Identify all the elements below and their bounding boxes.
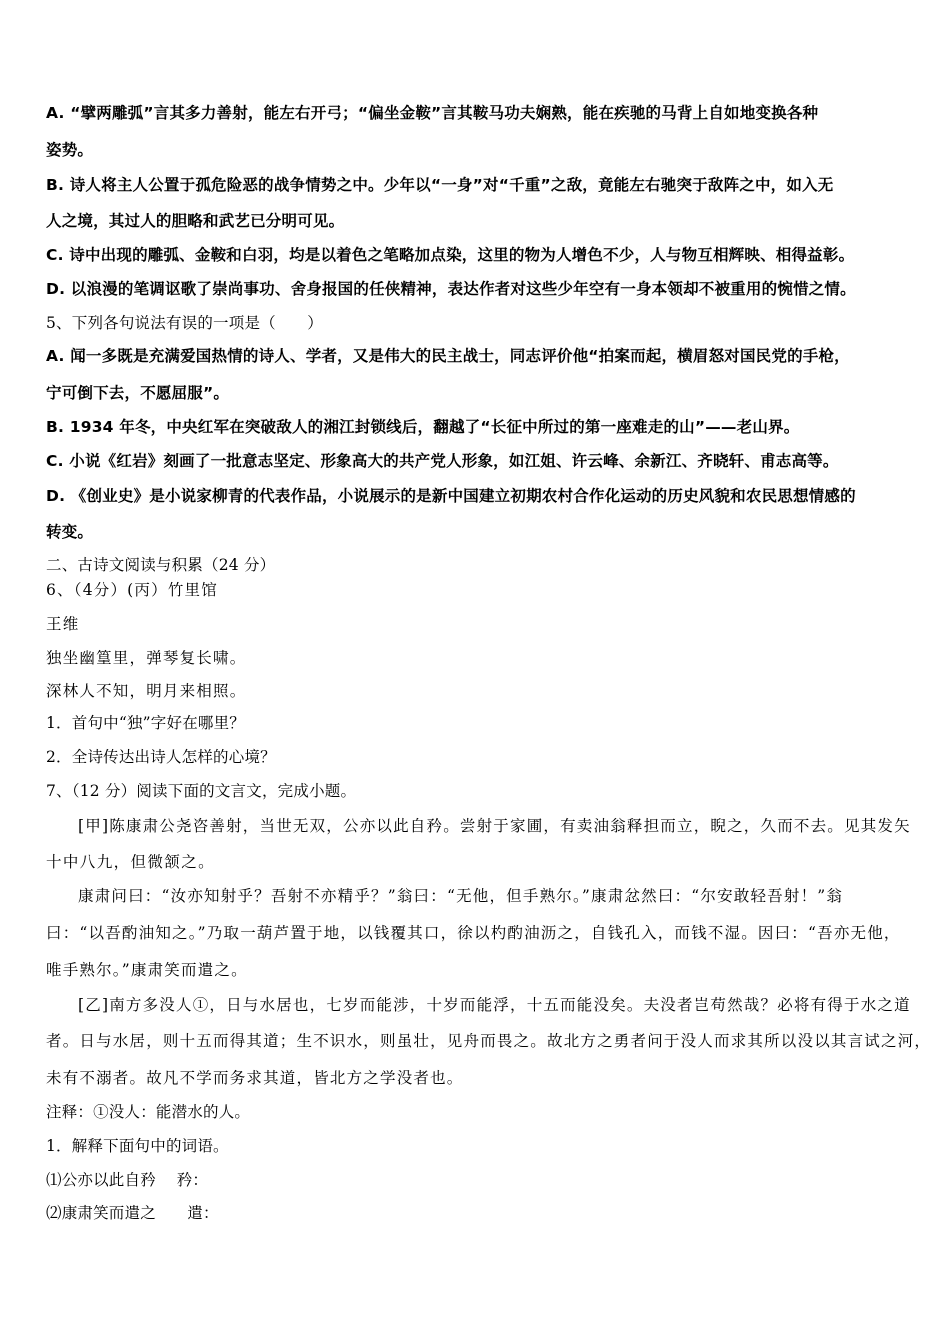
q7-passage-jia-line4: 曰：“以吾酌油知之。”乃取一葫芦置于地，以钱覆其口，徐以杓酌油沥之，自钱孔入，而钱不湿。因曰：“吾亦无他， [46, 924, 901, 942]
q4-option-a-line1: A. “擘两雕弧”言其多力善射，能左右开弓；“偏坐金鞍”言其鞍马功夫娴熟，能在疾驰的马背上自如地变换各种 [46, 104, 819, 122]
section2-heading: 二、古诗文阅读与积累（24 分） [46, 556, 276, 574]
q6-poem-line2: 深林人不知，明月来相照。 [46, 682, 247, 700]
q6-poem-line1: 独坐幽篁里，弹琴复长啸。 [46, 649, 247, 667]
q7-sub1-item1: ⑴公亦以此自矜 矜： [46, 1171, 209, 1189]
q5-option-d-line1: D. 《创业史》是小说家柳青的代表作品，小说展示的是新中国建立初期农村合作化运动的历史风貌和农民思想情感的 [46, 487, 856, 505]
q7-passage-yi-line1: [乙]南方多没人①，日与水居也，七岁而能涉，十岁而能浮，十五而能没矣。夫没者岂苟然哉？必将有得于水之道 [78, 996, 911, 1014]
q5-stem: 5、下列各句说法有误的一项是（ ） [46, 314, 323, 332]
q7-passage-jia-line5: 唯手熟尔。”康肃笑而遣之。 [46, 961, 248, 979]
q7-passage-jia-line3: 康肃问曰：“汝亦知射乎？吾射不亦精乎？”翁曰：“无他，但手熟尔。”康肃忿然曰：“尔安敢轻吾射！”翁 [78, 887, 844, 905]
q7-stem: 7、（12 分）阅读下面的文言文，完成小题。 [46, 782, 357, 800]
q7-passage-jia-line1: [甲]陈康肃公尧咨善射，当世无双，公亦以此自矜。尝射于家圃，有卖油翁释担而立，睨之，久而不去。见其发矢 [78, 817, 911, 835]
q7-passage-yi-line3: 未有不溺者。故凡不学而务求其道，皆北方之学没者也。 [46, 1069, 464, 1087]
q6-question-1: 1．首句中“独”字好在哪里？ [46, 714, 246, 732]
q5-option-a-line1: A. 闻一多既是充满爱国热情的诗人、学者，又是伟大的民主战士，同志评价他“拍案而起，横眉怒对国民党的手枪， [46, 347, 850, 365]
q7-note: 注释：①没人：能潜水的人。 [46, 1103, 251, 1121]
q4-option-c: C. 诗中出现的雕弧、金鞍和白羽，均是以着色之笔略加点染，这里的物为人增色不少，人与物互相辉映、相得益彰。 [46, 246, 855, 264]
q6-stem: 6、（4分）(丙）竹里馆 [46, 581, 218, 599]
q5-option-c: C. 小说《红岩》刻画了一批意志坚定、形象高大的共产党人形象，如江姐、许云峰、余新江、齐晓轩、甫志高等。 [46, 452, 839, 470]
q6-question-2: 2．全诗传达出诗人怎样的心境？ [46, 748, 276, 766]
q4-option-a-line2: 姿势。 [46, 141, 94, 159]
q5-option-a-line2: 宁可倒下去，不愿屈服”。 [46, 384, 230, 402]
q5-option-b: B. 1934 年冬，中央红军在突破敌人的湘江封锁线后，翻越了“长征中所过的第一座难走的山”——老山界。 [46, 418, 800, 436]
q4-option-b-line2: 人之境，其过人的胆略和武艺已分明可见。 [46, 212, 345, 230]
q6-author: 王维 [46, 615, 80, 633]
q7-passage-yi-line2: 者。日与水居，则十五而得其道；生不识水，则虽壮，见舟而畏之。故北方之勇者问于没人而求其所以没以其言试之河， [46, 1032, 932, 1050]
q7-passage-jia-line2: 十中八九，但微颔之。 [46, 853, 216, 871]
q4-option-b-line1: B. 诗人将主人公置于孤危险恶的战争情势之中。少年以“一身”对“千重”之敌，竟能左右驰突于敌阵之中，如入无 [46, 176, 834, 194]
q7-sub1-item2: ⑵康肃笑而遣之 遣： [46, 1204, 219, 1222]
q4-option-d: D. 以浪漫的笔调讴歌了崇尚事功、舍身报国的任侠精神，表达作者对这些少年空有一身本领却不被重用的惋惜之情。 [46, 280, 856, 298]
q5-option-d-line2: 转变。 [46, 523, 94, 541]
q7-sub1: 1．解释下面句中的词语。 [46, 1137, 229, 1155]
